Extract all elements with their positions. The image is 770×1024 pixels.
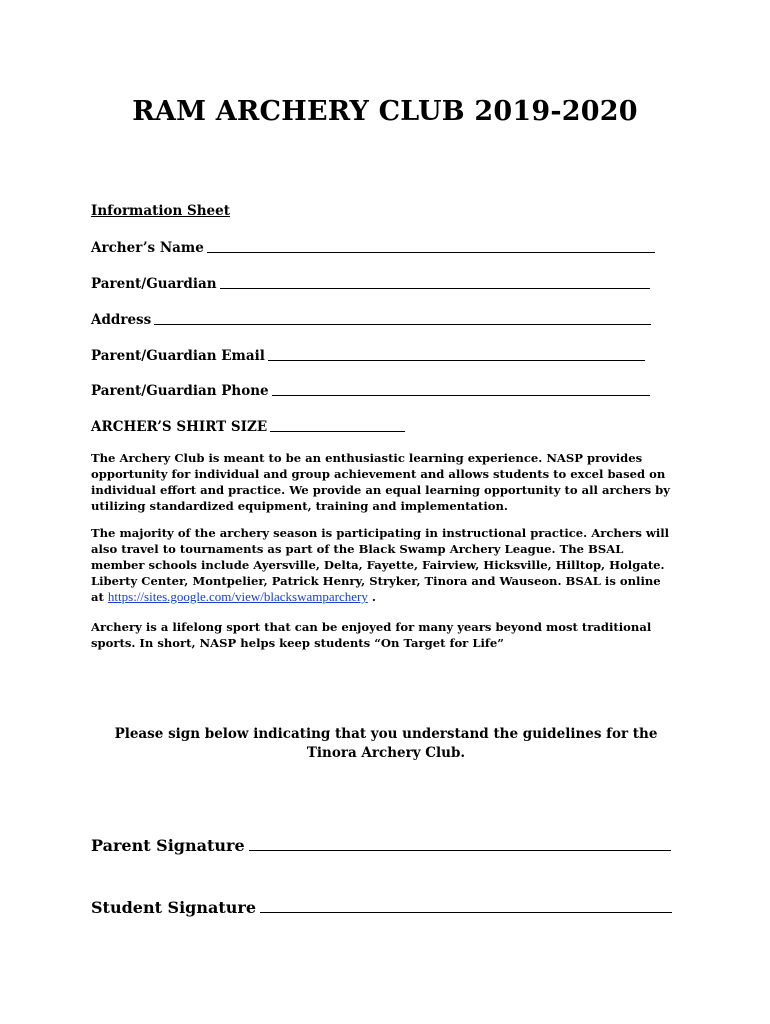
parent-phone-label: Parent/Guardian Phone — [91, 383, 269, 399]
shirt-size-line[interactable] — [270, 417, 405, 432]
bsal-website-link[interactable]: https://sites.google.com/view/blackswamparchery — [107, 589, 368, 604]
parent-email-line[interactable] — [268, 346, 645, 361]
season-info-text: The majority of the archery season is participating in instructional practice. Archers will also travel to tournaments as part of the Black Swamp Archery League. The BSAL member schools include Ayersville, Delta, Fayette, Fairview, Hicksville, Hilltop, Holgate. Liberty Center, Montpelier, Patrick Henry, Stryker, Tinora and Wauseon. BSAL is online at — [91, 526, 670, 604]
paragraph-lifelong-sport: Archery is a lifelong sport that can be enjoyed for many years beyond most traditional sports. In short, NASP helps keep students “On Target for Life” — [91, 620, 652, 650]
paragraph-club-intro: The Archery Club is meant to be an enthusiastic learning experience. NASP provides opportunity for individual and group achievement and allows students to excel based on individual effort and practice. We provide an equal learning opportunity to all archers by utilizing standardized equipment, training and implementation. — [91, 451, 670, 513]
signature-instruction: Please sign below indicating that you understand the guidelines for the Tinora Archery Club. — [114, 726, 658, 761]
address-label: Address — [91, 312, 152, 328]
document-title: RAM ARCHERY CLUB 2019-2020 — [132, 96, 638, 127]
season-info-end: . — [367, 590, 376, 604]
parent-guardian-label: Parent/Guardian — [91, 276, 217, 292]
archer-name-field — [91, 236, 655, 256]
info-sheet-heading: Information Sheet — [91, 203, 230, 219]
shirt-size-label: ARCHER’S SHIRT SIZE — [91, 419, 268, 435]
parent-phone-line[interactable] — [272, 381, 650, 396]
parent-signature-line[interactable] — [249, 836, 671, 851]
parent-email-field — [91, 344, 645, 364]
parent-signature-field — [91, 831, 671, 855]
student-signature-line[interactable] — [260, 898, 672, 913]
student-signature-label: Student Signature — [91, 898, 256, 917]
parent-signature-label: Parent Signature — [91, 836, 245, 855]
address-line[interactable] — [154, 310, 651, 325]
parent-guardian-field — [91, 272, 650, 292]
address-field — [91, 308, 651, 328]
archer-name-line[interactable] — [207, 238, 655, 253]
student-signature-field — [91, 893, 672, 917]
parent-guardian-line[interactable] — [220, 274, 650, 289]
parent-phone-field — [91, 379, 650, 399]
shirt-size-field — [91, 415, 405, 435]
paragraph-season-info — [91, 525, 671, 605]
archer-name-label: Archer’s Name — [91, 240, 204, 256]
parent-email-label: Parent/Guardian Email — [91, 348, 265, 364]
